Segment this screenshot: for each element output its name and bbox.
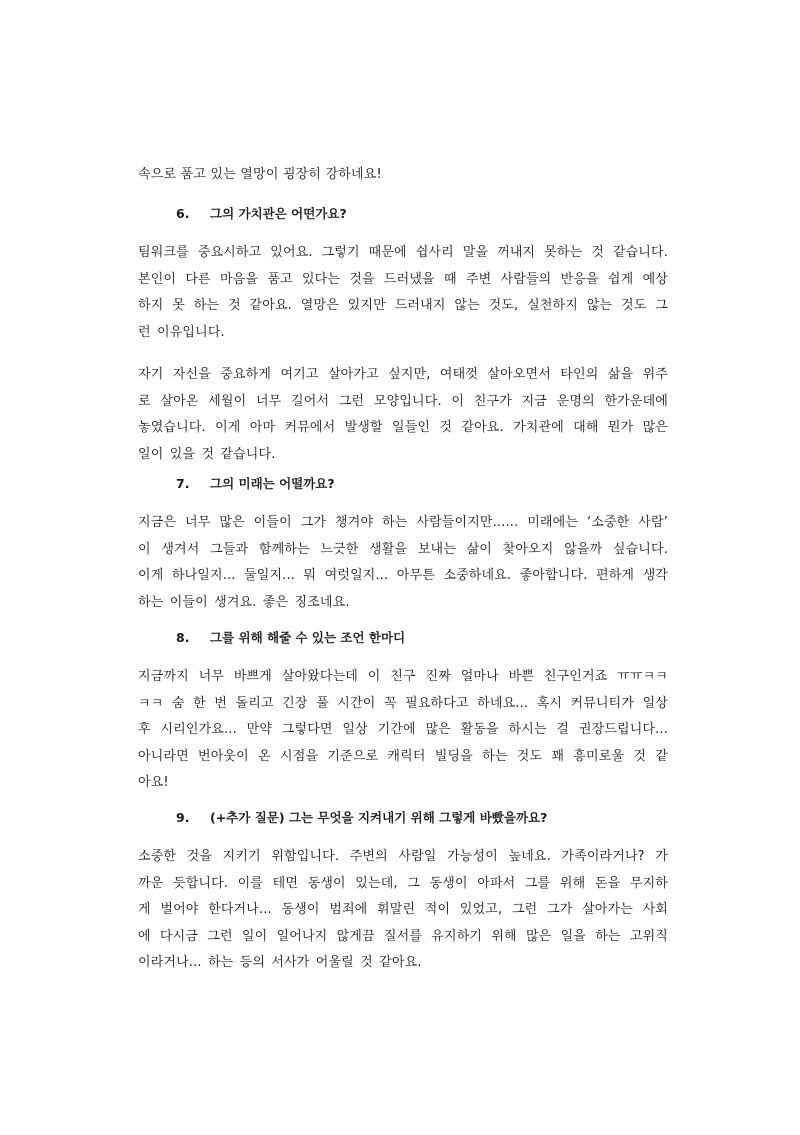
section-6 [138, 200, 668, 468]
section-heading [138, 804, 668, 832]
paragraph [138, 510, 668, 616]
lead-text: 속으로 품고 있는 열망이 굉장히 강하네요! [138, 167, 382, 182]
section-heading [138, 200, 668, 228]
text-line: 로 살아온 세월이 너무 길어서 그런 모양입니다. 이 친구가 지금 운명의 한가운데에 [138, 393, 668, 409]
text-line: 까운 듯합니다. 이를 테면 동생이 있는데, 그 동생이 아파서 그를 위해 돈을 무지하 [138, 875, 668, 891]
text-line: 이 생겨서 그들과 함께하는 느긋한 생활을 보내는 삶이 찾아오지 않을까 싶습니다. [138, 541, 668, 557]
text-line: 아니라면 번아웃이 온 시점을 기준으로 캐릭터 빌딩을 하는 것도 꽤 흥미로울 것 같 [138, 748, 668, 764]
text-line: 팀워크를 중요시하고 있어요. 그렇기 때문에 쉽사리 말을 꺼내지 못하는 것 같습니다. [138, 245, 668, 260]
paragraph [138, 240, 668, 346]
text-line: 런 이유입니다. [138, 324, 225, 340]
section-title: 그를 위해 해줄 수 있는 조언 한마디 [210, 630, 406, 645]
text-line: 자기 자신을 중요하게 여기고 살아가고 싶지만, 여태껏 살아오면서 타인의 삶을 위주 [138, 367, 668, 382]
section-heading [138, 624, 668, 652]
section-number: 9. [176, 810, 190, 825]
section-number: 8. [176, 630, 190, 645]
section-heading [138, 470, 668, 498]
section-number: 7. [176, 476, 190, 491]
text-line: 하는 이들이 생겨요. 좋은 징조네요. [138, 594, 350, 610]
paragraph [138, 362, 668, 468]
section-title: (+추가 질문) 그는 무엇을 지켜내기 위해 그렇게 바빴을까요? [210, 810, 548, 825]
text-line: 게 벌어야 한다거나... 동생이 범죄에 휘말린 적이 있었고, 그런 그가 살아가는 사회 [138, 902, 668, 917]
text-line: 놓였습니다. 이게 아마 커뮤에서 발생할 일들인 것 같아요. 가치관에 대해 뭔가 많은 [138, 420, 668, 435]
text-line: ㅋㅋ 숨 한 번 돌리고 긴장 풀 시간이 꼭 필요하다고 하네요... 혹시 커뮤니티가 일상 [138, 695, 668, 711]
section-9 [138, 804, 668, 977]
section-8 [138, 624, 668, 797]
paragraph [138, 664, 668, 797]
text-line: 하지 못 하는 것 같아요. 열망은 있지만 드러내지 않는 것도, 실천하지 않는 것도 그 [138, 298, 668, 313]
section-number: 6. [176, 206, 190, 221]
text-line: 후 시리인가요... 만약 그렇다면 일상 기간에 많은 활동을 하시는 걸 권장드립니다... [138, 722, 668, 737]
section-7 [138, 470, 668, 616]
text-line: 에 다시금 그런 일이 일어나지 않게끔 질서를 유지하기 위해 많은 일을 하는 고위직 [138, 928, 668, 944]
text-line: 지금까지 너무 바쁘게 살아왔다는데 이 친구 진짜 얼마나 바쁜 친구인거죠 ㅠㅠㅋㅋ [138, 669, 668, 684]
section-title: 그의 가치관은 어떤가요? [210, 206, 347, 221]
text-line: 지금은 너무 많은 이들이 그가 챙겨야 하는 사람들이지만...... 미래에는 ‘소중한 사람’ [138, 515, 668, 530]
paragraph [138, 844, 668, 977]
text-line: 일이 있을 것 같습니다. [138, 446, 276, 462]
text-line: 이라거나... 하는 등의 서사가 어울릴 것 같아요. [138, 955, 422, 970]
text-line: 본인이 다른 마음을 품고 있다는 것을 드러냈을 때 주변 사람들의 반응을 쉽게 예상 [138, 271, 668, 287]
section-title: 그의 미래는 어떨까요? [210, 476, 335, 491]
text-line: 아요! [138, 775, 169, 790]
text-line: 이게 하나일지... 둘일지... 뭐 여럿일지... 아무튼 소중하네요. 좋아합니다. 편하게 생각 [138, 568, 668, 583]
text-line: 소중한 것을 지키기 위함입니다. 주변의 사람일 가능성이 높네요. 가족이라거나? 가 [138, 849, 668, 864]
